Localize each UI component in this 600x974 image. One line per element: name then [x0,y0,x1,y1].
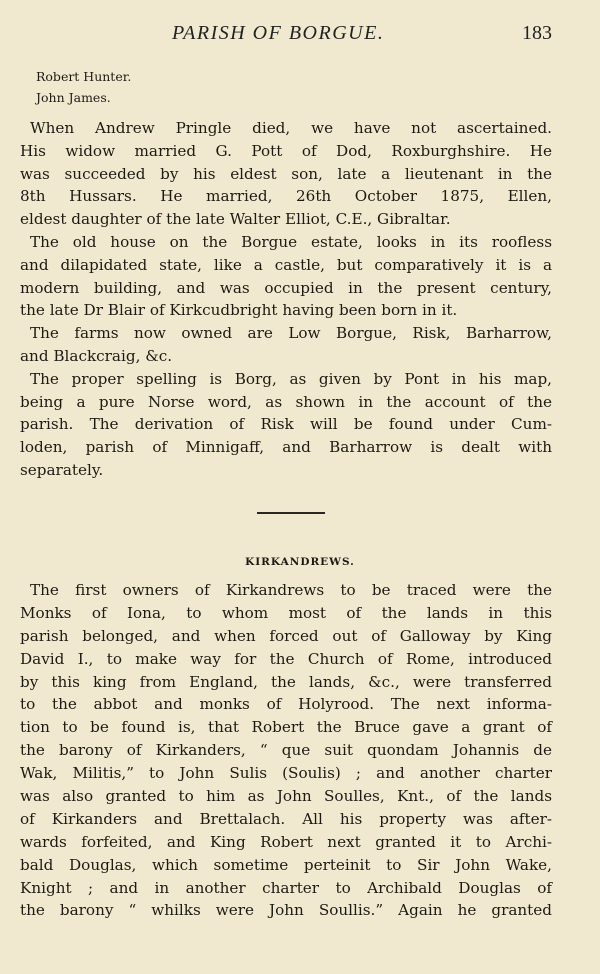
name-line: John James. [36,90,111,105]
text-line: separately. [20,460,104,479]
page-number: 183 [522,22,552,44]
text-line: the barony of Kirkanders, “ que suit quondam Johannis de [20,741,552,760]
text-line: tion to be found is, that Robert the Bruce gave a grant of [20,718,552,737]
text-line: bald Douglas, which sometime perteinit to Sir John Wake, [20,855,552,874]
text-line: and dilapidated state, like a castle, but comparatively it is a [20,255,552,274]
text-line: parish belonged, and when forced out of Galloway by King [20,626,552,645]
borgue-text [20,119,552,484]
text-line: 8th Hussars. He married, 26th October 1875, Ellen, [20,187,552,206]
text-line: The first owners of Kirkandrews to be traced were the [30,581,552,599]
text-line: and Blackcraig, &c. [20,346,173,365]
text-line: the barony “ whilks were John Soullis.” Again he granted [20,901,552,920]
text-line: When Andrew Pringle died, we have not ascertained. [30,119,552,137]
text-line: was succeeded by his eldest son, late a lieutenant in the [20,164,552,183]
text-line: wards forfeited, and King Robert next granted it to Archi- [20,832,552,851]
text-line: was also granted to him as John Soulles, Knt., of the lands [20,787,552,806]
text-line: the late Dr Blair of Kirkcudbright having been born in it. [20,301,458,320]
text-line: loden, parish of Minnigaff, and Barharrow is dealt with [20,438,552,457]
text-line: by this king from England, the lands, &c., were transferred [20,672,552,691]
text-line: parish. The derivation of Risk will be found under Cum- [20,415,552,434]
running-title: PARISH OF BORGUE. [172,22,385,44]
text-line: of Kirkanders and Brettalach. All his property was after- [20,809,552,828]
text-line: Monks of Iona, to whom most of the lands in this [20,603,552,622]
section-heading: KIRKANDREWS. [245,556,355,568]
section-divider [257,512,325,514]
text-line: Wak, Militis,” to John Sulis (Soulis) ; and another charter [20,764,552,783]
names-list [36,66,131,108]
kirkandrews-text [20,581,552,924]
text-line: eldest daughter of the late Walter Elliot, C.E., Gibraltar. [20,210,451,229]
text-line: David I., to make way for the Church of Rome, introduced [20,649,552,668]
text-line: The farms now owned are Low Borgue, Risk, Barharrow, [30,324,552,343]
text-line: Knight ; and in another charter to Archibald Douglas of [20,878,552,897]
text-line: modern building, and was occupied in the present century, [20,278,552,297]
text-line: The old house on the Borgue estate, looks in its roofless [30,232,552,251]
page-header [0,22,600,52]
text-line: to the abbot and monks of Holyrood. The next informa- [20,695,552,714]
text-line: His widow married G. Pott of Dod, Roxburghshire. He [20,141,552,160]
text-line: The proper spelling is Borg, as given by Pont in his map, [30,369,552,388]
name-line: Robert Hunter. [36,69,132,84]
text-line: being a pure Norse word, as shown in the account of the [20,392,552,411]
